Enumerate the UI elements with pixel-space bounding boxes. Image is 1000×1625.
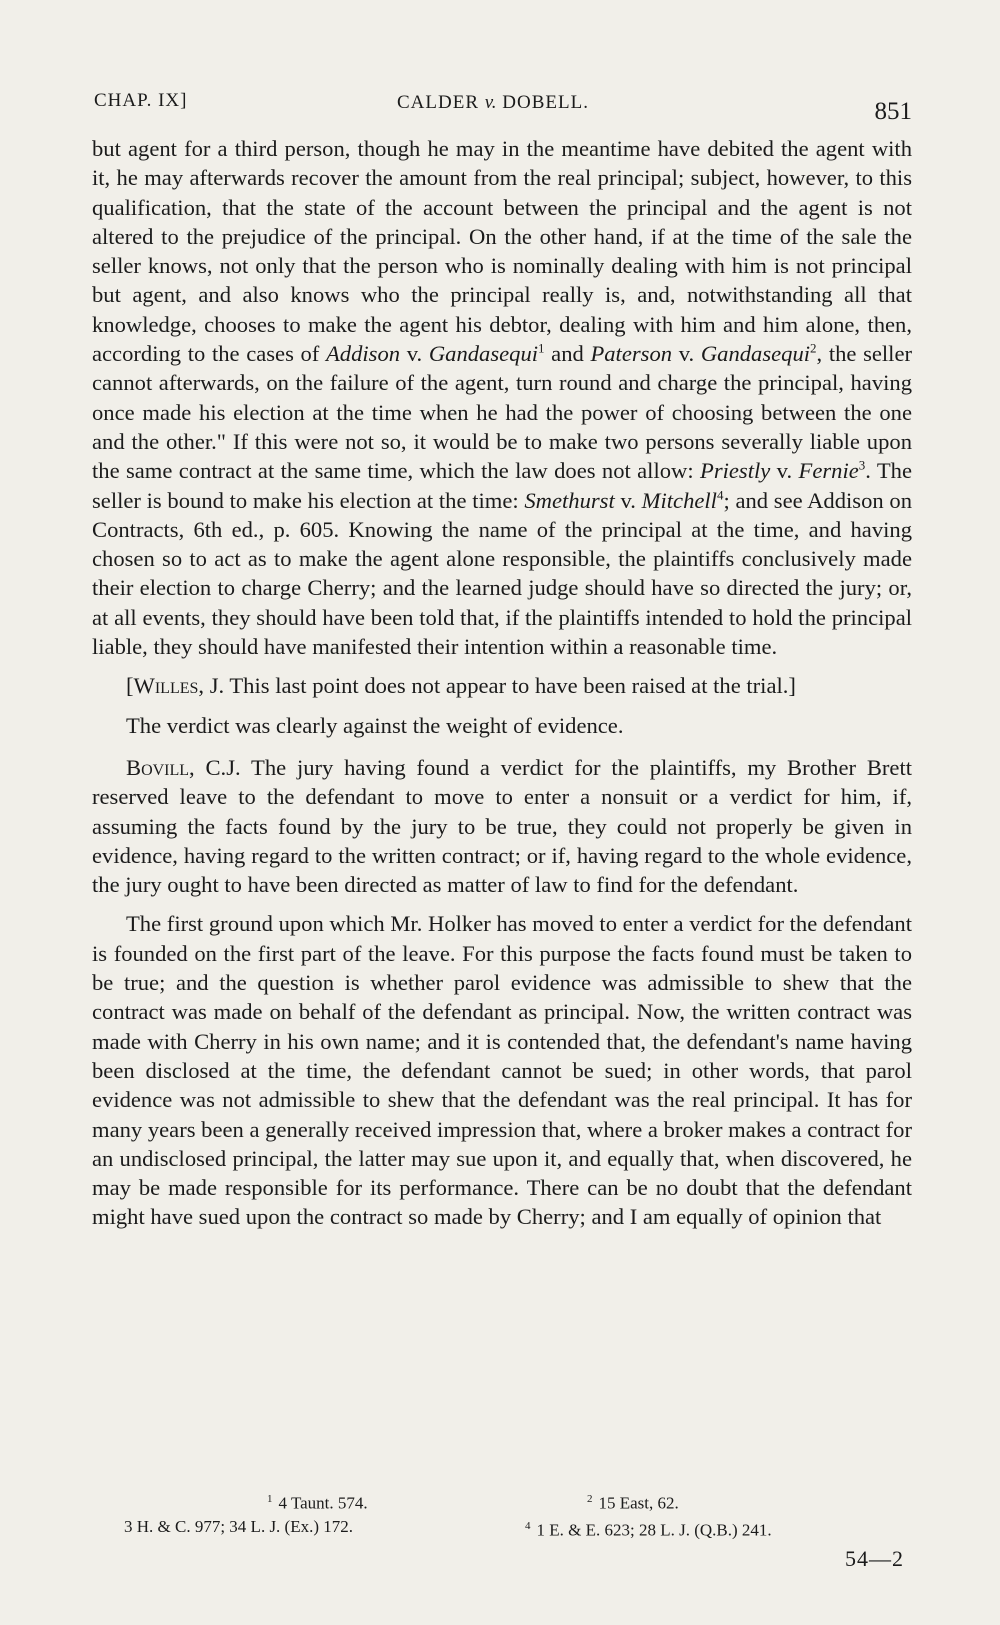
text-run: v. — [400, 341, 429, 367]
paragraph-continuation — [92, 134, 912, 661]
case-name: Fernie — [798, 458, 859, 484]
judge-name: Bovill, C.J. — [126, 754, 241, 780]
text-run: v. — [672, 341, 701, 367]
page-number: 851 — [874, 98, 912, 125]
text-run: v. — [614, 487, 642, 513]
case-title-versus: v. — [484, 92, 497, 113]
footnote-marker: 1 — [267, 1493, 273, 1505]
body-text — [92, 134, 912, 1232]
printer-signature-mark: 54—2 — [845, 1546, 904, 1571]
text-run: The jury having found a verdict for the plaintiffs, my Brother Brett reserved leave to the defendant to move to enter a nonsuit or a verdict for him, if, assuming the facts found by the jury to be true, they could not properly be given in evidence, having regard to the written contract; or if, having regard to the whole evidence, the jury ought to have been directed as matter of law to find for the defendant. — [92, 754, 912, 898]
case-name: Gandasequi — [700, 341, 811, 367]
case-name: Addison — [325, 341, 401, 367]
footnote-reference: 3 — [858, 457, 866, 473]
case-name: Smethurst — [524, 487, 615, 513]
paragraph-first-ground — [92, 909, 912, 1231]
case-name: Mitchell — [641, 487, 717, 513]
footnote-marker: 4 — [525, 1520, 531, 1532]
case-name: Priestly — [700, 458, 771, 484]
case-title-right: DOBELL. — [502, 92, 589, 113]
footnote-reference: 4 — [716, 487, 724, 503]
paragraph-willes-interjection — [92, 671, 912, 700]
paragraph-bovill-judgment — [92, 753, 912, 899]
footnote-reference: 2 — [810, 340, 817, 356]
footnote-4 — [525, 1513, 772, 1544]
paragraph-verdict-remark — [92, 711, 912, 740]
footnote-marker: 2 — [587, 1493, 593, 1505]
chapter-label: CHAP. IX] — [94, 90, 188, 111]
text-run: . The seller is bound to make his election at the time: — [92, 458, 913, 513]
case-title-left: CALDER — [397, 92, 479, 113]
footnote-marker: 3 — [124, 1517, 133, 1536]
text-run: but agent for a third person, though he may in the meantime have debited the agent with it, he may afterwards recover the amount from the real principal; subject, however, to this qualification, that the state of the account between the principal and the agent is not altered to the prejudice of the principal. On the other hand, if at the time of the sale the seller knows, not only that the person who is nominally dealing with him is not principal but agent, and also knows who the principal really is, and, notwithstanding all that knowledge, chooses to make the agent his debtor, dealing with him and him alone, then, according to the cases of — [92, 136, 912, 367]
text-run: This last point does not appear to have been raised at the trial.] — [224, 673, 796, 699]
footnote-text: 1 E. & E. 623; 28 L. J. (Q.B.) 241. — [536, 1520, 772, 1540]
footnote-text: H. & C. 977; 34 L. J. (Ex.) 172. — [136, 1517, 354, 1536]
text-run: v. — [770, 458, 799, 484]
text-run: ; and see Addison on Contracts, 6th ed., p. 605. Knowing the name of the principal at the time, and having chosen so to act as to make the agent alone responsible, the plaintiffs conclusively made their election to charge Cherry; and the learned judge should have so directed the jury; or, at all events, they should have been told that, if the plaintiffs intended to hold the principal liable, they should have manifested their intention within a reasonable time. — [92, 487, 913, 660]
case-title — [397, 92, 589, 114]
footnote-3 — [124, 1513, 353, 1540]
running-head — [92, 70, 912, 125]
footnote-row — [92, 1486, 912, 1513]
footnote-text: 15 East, 62. — [598, 1493, 679, 1513]
case-name: Paterson — [590, 341, 673, 367]
text-run: and — [544, 341, 591, 367]
footnote-row — [92, 1513, 912, 1540]
text-run: The first ground upon which Mr. Holker has moved to enter a verdict for the defendant is founded on the first part of the leave. For this purpose the facts found must be taken to be true; and the question is whether parol evidence was admissible to shew that the contract was made on behalf of the defendant as principal. Now, the written contract was made with Cherry in his own name; and it is contended that, the defendant's name having been disclosed at the time, the defendant cannot be sued; in other words, that parol evidence was not admissible to shew that the defendant was the real principal. It has for many years been a generally received impression that, where a broker makes a contract for an undisclosed principal, the latter may sue upon it, and equally that, when discovered, he may be made responsible for its performance. There can be no doubt that the defendant might have sued upon the contract so made by Cherry; and I am equally of opinion that — [92, 911, 912, 1230]
footnote-reference: 1 — [538, 340, 545, 356]
judge-name: [Willes, J. — [126, 673, 225, 699]
footnotes — [92, 1486, 912, 1540]
case-name: Gandasequi — [428, 341, 539, 367]
text-run: , the seller cannot afterwards, on the failure of the agent, turn round and charge the principal, having once made his election at the time when he had the power of choosing between the one and the other." If this were not so, it would be to make two persons severally liable upon the same contract at the same time, which the law does not allow: — [92, 341, 913, 484]
text-run: The verdict was clearly against the weight of evidence. — [126, 712, 624, 738]
footnote-text: 4 Taunt. 574. — [278, 1493, 368, 1513]
